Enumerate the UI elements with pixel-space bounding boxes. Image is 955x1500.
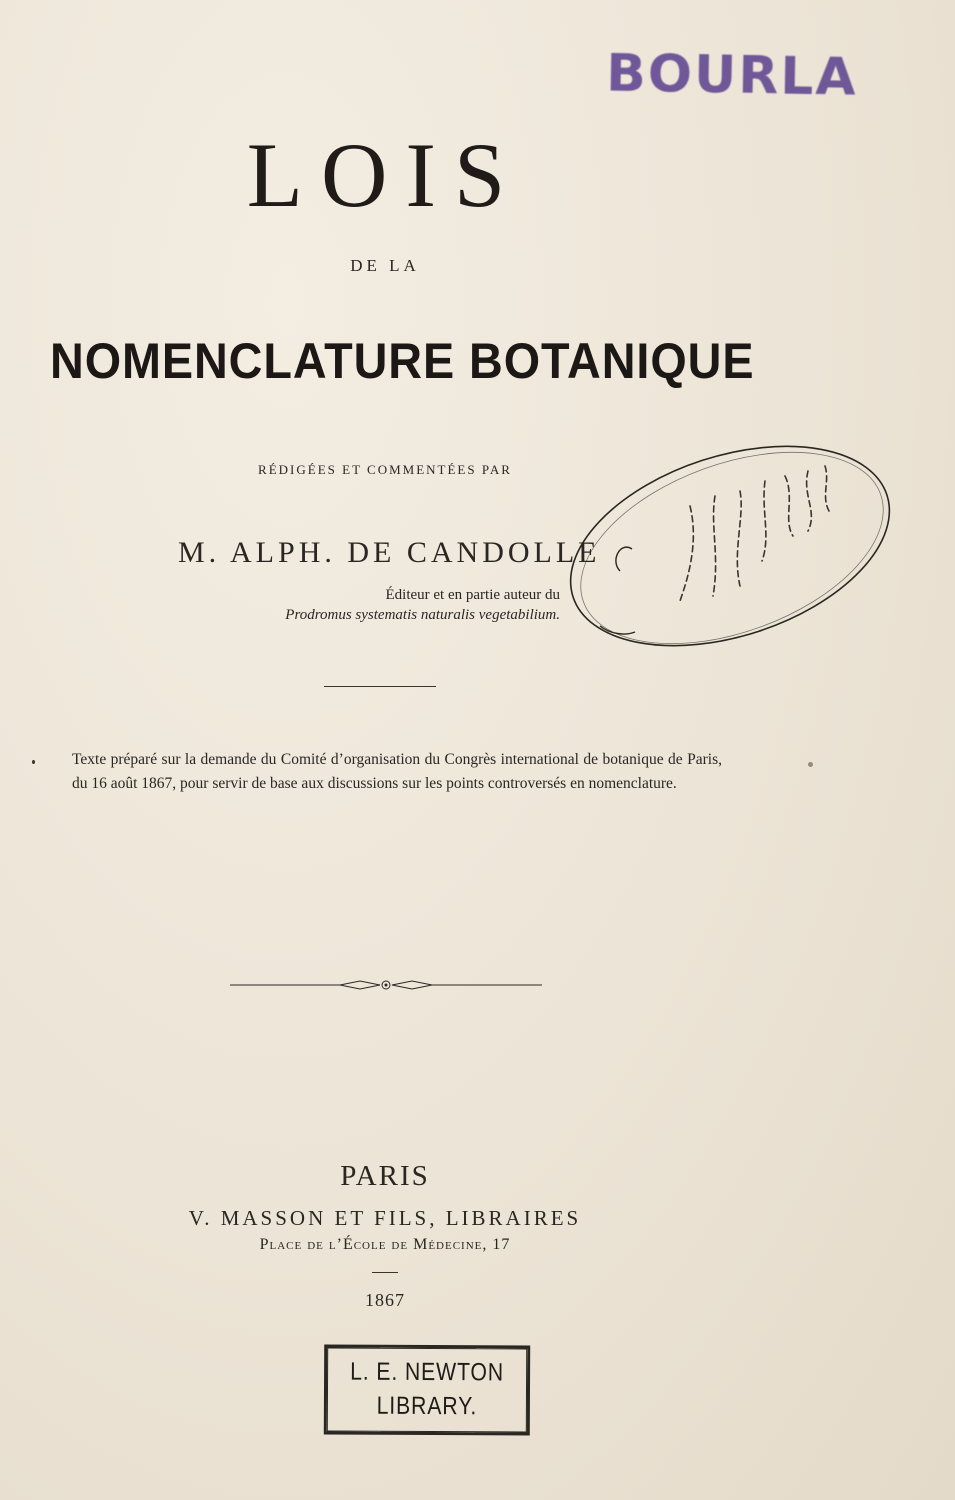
- library-stamp: [324, 1344, 530, 1435]
- library-stamp-line2: LIBRARY.: [376, 1391, 478, 1421]
- authorship-line: RÉDIGÉES ET COMMENTÉES PAR: [258, 462, 512, 477]
- divider-rule: [324, 686, 436, 687]
- author-work: Prodromus systematis naturalis vegetabilium.: [285, 607, 560, 623]
- imprint-publisher: V. MASSON ET FILS, LIBRAIRES: [188, 1206, 582, 1230]
- book-title: LOIS: [246, 124, 524, 226]
- author-name: M. ALPH. DE CANDOLLE: [178, 536, 601, 569]
- library-stamp-line1: L. E. NEWTON: [350, 1357, 505, 1387]
- paper-speck: [808, 762, 813, 767]
- paper-speck: [32, 760, 35, 764]
- imprint-address: Place de l’École de Médecine, 17: [259, 1236, 511, 1253]
- title-connector: DE LA: [350, 256, 420, 275]
- owner-stamp: BOURLA: [605, 43, 859, 108]
- subtitle-block: [50, 332, 755, 392]
- ornament-divider: [230, 978, 542, 992]
- book-subtitle: NOMENCLATURE BOTANIQUE: [50, 333, 755, 389]
- preface-note: Texte préparé sur la demande du Comité d’organisation du Congrès international de botanique de Paris, du 16 août 1867, pour servir de base aux discussions sur les points controversés en nomenclature.: [72, 751, 722, 792]
- author-role: Éditeur et en partie auteur du: [385, 587, 560, 603]
- imprint-year: 1867: [365, 1290, 405, 1310]
- signature-oval: [540, 436, 900, 666]
- imprint-city: PARIS: [340, 1160, 430, 1192]
- imprint-rule: [372, 1272, 398, 1273]
